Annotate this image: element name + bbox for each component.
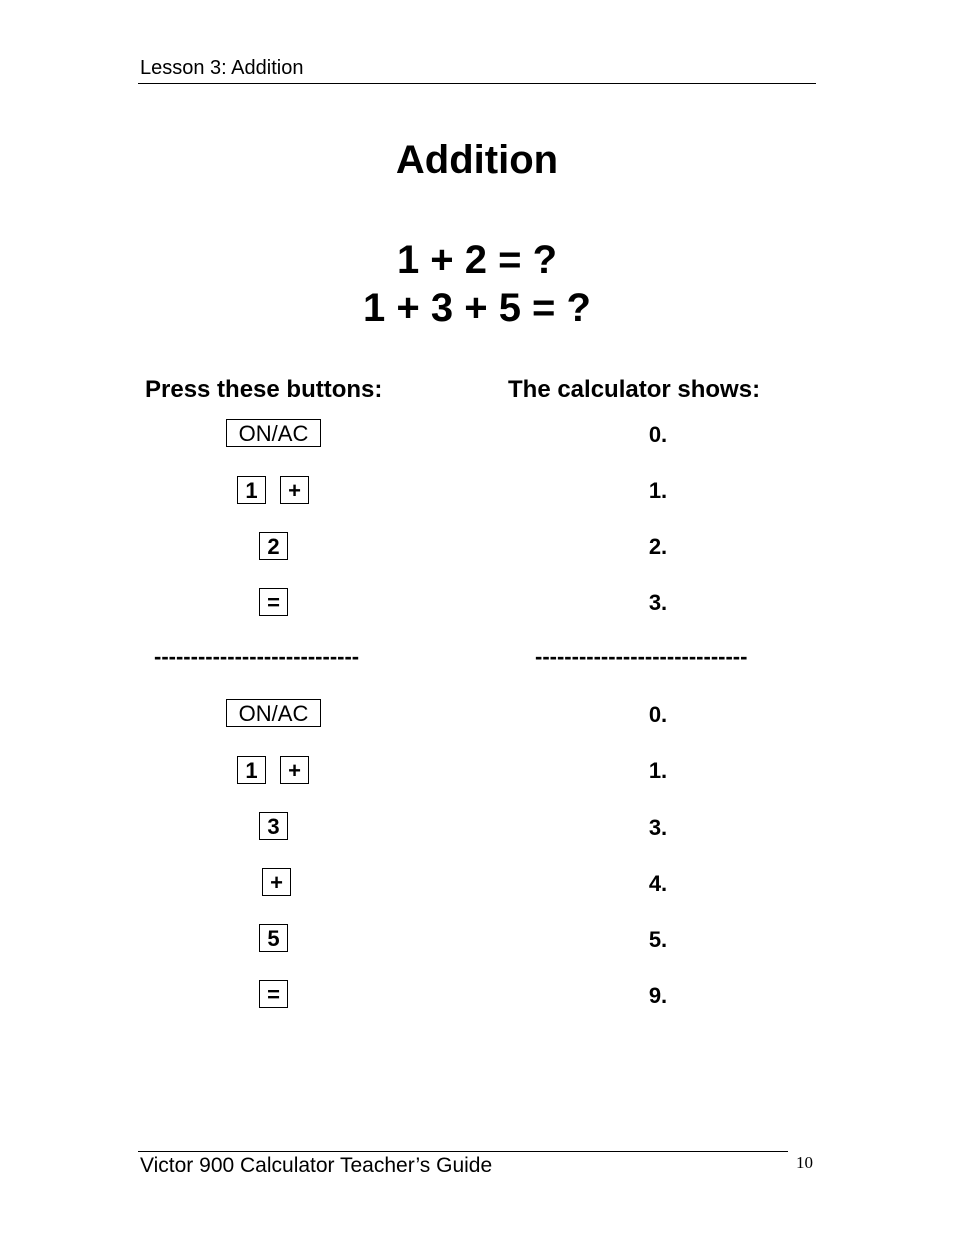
key-5: 5 (259, 924, 288, 952)
display-value: 3. (648, 590, 668, 615)
page-number: 10 (796, 1153, 813, 1172)
plus-key: + (280, 476, 309, 504)
separator-right: ----------------------------- (535, 644, 748, 669)
display-value: 4. (648, 871, 668, 896)
column-header-press: Press these buttons: (145, 376, 383, 403)
display-value: 3. (648, 815, 668, 840)
plus-key: + (262, 868, 291, 896)
key-1: 1 (237, 756, 266, 784)
equals-key: = (259, 980, 288, 1008)
key-1: 1 (237, 476, 266, 504)
display-value: 1. (648, 478, 668, 503)
page-header: Lesson 3: Addition (140, 57, 304, 79)
footer-rule (138, 1151, 788, 1152)
onac-key: ON/AC (226, 699, 321, 727)
display-value: 0. (648, 702, 668, 727)
display-value: 9. (648, 983, 668, 1008)
key-3: 3 (259, 812, 288, 840)
page-title: Addition (395, 138, 559, 182)
column-header-shows: The calculator shows: (508, 376, 761, 403)
plus-key: + (280, 756, 309, 784)
display-value: 1. (648, 758, 668, 783)
equation-2: 1 + 3 + 5 = ? (363, 286, 591, 330)
page-footer: Victor 900 Calculator Teacher’s Guide (140, 1154, 493, 1177)
separator-left: ---------------------------- (154, 644, 360, 669)
header-rule (138, 83, 816, 84)
display-value: 5. (648, 927, 668, 952)
display-value: 0. (648, 422, 668, 447)
display-value: 2. (648, 534, 668, 559)
equation-1: 1 + 2 = ? (396, 238, 558, 282)
equals-key: = (259, 588, 288, 616)
key-2: 2 (259, 532, 288, 560)
onac-key: ON/AC (226, 419, 321, 447)
